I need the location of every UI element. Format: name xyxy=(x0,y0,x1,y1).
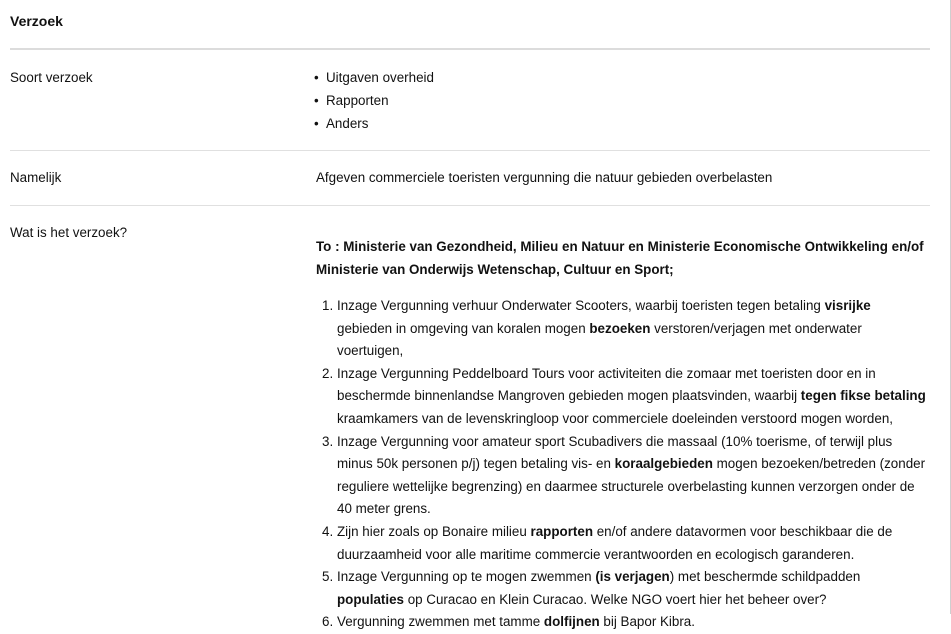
soort-verzoek-item: • Anders xyxy=(316,112,927,135)
request-list xyxy=(316,295,927,634)
namelijk-value: Afgeven commerciele toeristen vergunning die natuur gebieden overbelasten xyxy=(316,170,773,185)
row-divider xyxy=(10,150,930,151)
request-item xyxy=(316,363,927,431)
emphasized-text: rapporten xyxy=(530,523,594,539)
request-item-number: 4. xyxy=(322,523,334,539)
request-text: en/of andere datavormen voor beschikbaar die de duurzaamheid voor alle maritime commercie verantwoorden en ecologisch garanderen. xyxy=(337,523,893,562)
emphasized-text: visrijke xyxy=(824,298,871,313)
emphasized-text: koraalgebieden xyxy=(614,456,713,472)
soort-verzoek-item: • Uitgaven overheid xyxy=(316,66,927,89)
soort-verzoek-list xyxy=(316,66,927,135)
emphasized-text: (is verjagen xyxy=(595,569,670,585)
request-text: Zijn hier zoals op Bonaire milieu xyxy=(337,523,531,539)
wat-is-het-verzoek-label: Wat is het verzoek? xyxy=(10,225,128,240)
request-text: gebieden in omgeving van koralen mogen xyxy=(337,320,590,336)
soort-verzoek-value xyxy=(316,66,927,135)
emphasized-text: tegen fikse betaling xyxy=(800,388,926,404)
emphasized-text: bezoeken xyxy=(589,320,651,336)
wat-is-het-verzoek-value xyxy=(316,235,927,634)
soort-verzoek-label: Soort verzoek xyxy=(10,70,93,85)
request-item xyxy=(316,431,927,521)
soort-verzoek-item: • Rapporten xyxy=(316,89,927,112)
addressee-line: To : Ministerie van Gezondheid, Milieu en Natuur en Ministerie Economische Ontwikkeling en/of Ministerie van Onderwijs Wetenschap, Cultuur en Sport; xyxy=(316,239,924,277)
request-item xyxy=(316,521,927,566)
request-text: kraamkamers van de levenskringloop voor commerciele doeleinden verstoord mogen worden, xyxy=(337,410,893,426)
request-text: op Curacao en Klein Curacao. Welke NGO voert hier het beheer over? xyxy=(403,591,827,607)
request-item xyxy=(316,611,927,634)
request-text: ) met beschermde schildpadden xyxy=(669,569,861,585)
request-text: Inzage Vergunning verhuur Onderwater Scooters, waarbij toeristen tegen betaling xyxy=(337,298,825,313)
request-item-number: 2. xyxy=(322,365,334,381)
section-title: Verzoek xyxy=(10,13,63,29)
request-text: verstoren/verjagen met onderwater voertuigen, xyxy=(337,320,862,359)
request-text: mogen bezoeken/betreden (zonder reguliere wettelijke begrenzing) en daarmee structurele overbelasting kunnen verzorgen onder de 40 meter grens. xyxy=(337,456,926,517)
title-divider xyxy=(10,48,930,50)
request-item-number: 6. xyxy=(322,614,334,630)
emphasized-text: populaties xyxy=(337,591,404,607)
request-item-number: 3. xyxy=(322,433,334,449)
request-text: Vergunning zwemmen met tamme xyxy=(337,614,544,630)
request-item-number: 1. xyxy=(322,298,334,313)
row-divider xyxy=(10,205,930,206)
request-text: Inzage Vergunning voor amateur sport Scubadivers die massaal (10% toerisme, of terwijl plus minus 50k personen p/j) tegen betaling vis- en xyxy=(337,433,893,472)
emphasized-text: dolfijnen xyxy=(543,614,600,630)
request-item xyxy=(316,566,927,611)
request-text: bij Bapor Kibra. xyxy=(599,614,695,630)
request-text: Inzage Vergunning Peddelboard Tours voor activiteiten die zomaar met toeristen door en in beschermde binnenlandse Mangroven gebieden mogen plaatsvinden, waarbij xyxy=(337,365,876,404)
request-item-number: 5. xyxy=(322,569,334,585)
namelijk-label: Namelijk xyxy=(10,170,62,185)
request-text: Inzage Vergunning op te mogen zwemmen xyxy=(337,569,596,585)
request-item xyxy=(316,295,927,363)
